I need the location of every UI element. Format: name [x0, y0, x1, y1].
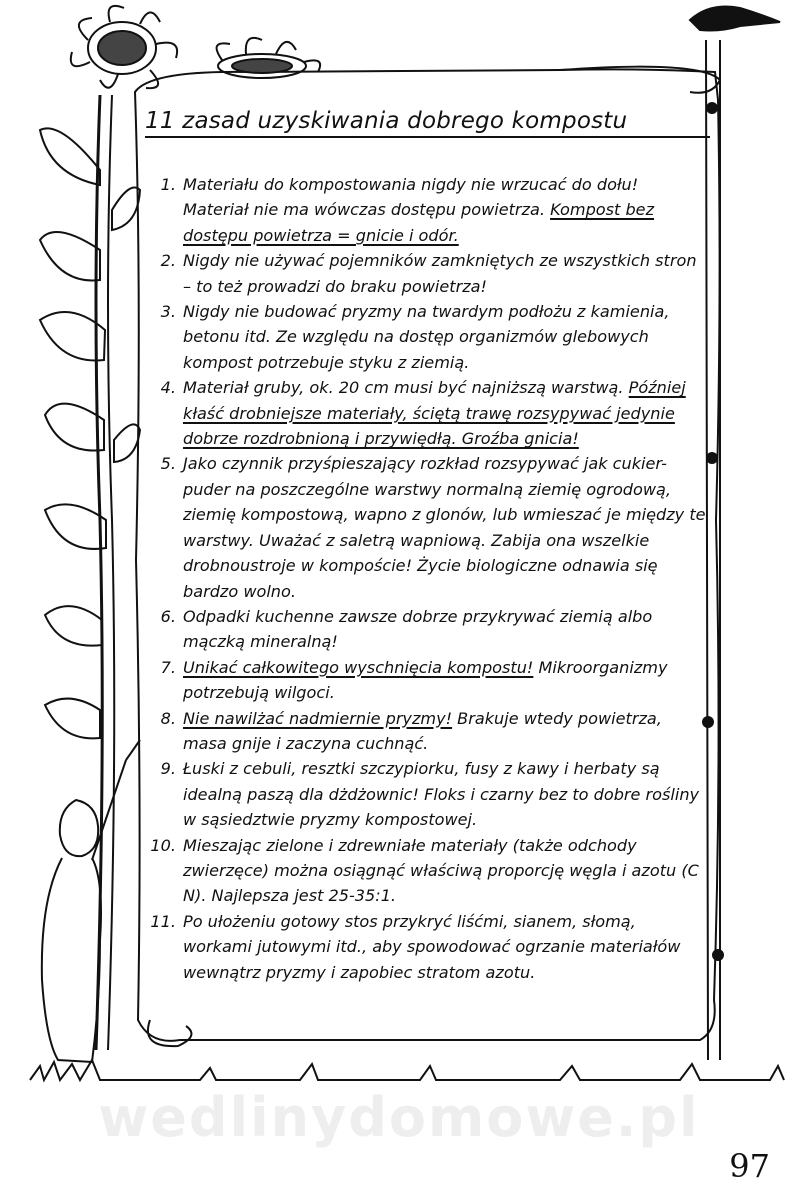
scroll-knot-4 — [713, 950, 723, 960]
rule-text — [183, 248, 708, 299]
rule-text — [183, 833, 708, 909]
rule-text — [183, 909, 708, 985]
leaf-2 — [40, 232, 100, 281]
scroll-curl-top — [560, 67, 720, 93]
rule-number: 9. — [160, 759, 176, 779]
rule-text-underlined: Kompost bez dostępu powietrza = gnicie i odór. — [183, 200, 655, 245]
rule-text-part: Nigdy nie używać pojemników zamkniętych ze wszystkich stron – to też prowadzi do braku powietrza! — [183, 251, 697, 296]
leaf-9 — [114, 424, 140, 462]
watermark: wedlinydomowe.pl — [98, 1086, 700, 1149]
leaf-8 — [112, 188, 140, 231]
rule-number: 6. — [160, 606, 176, 626]
rule-text-part: Odpadki kuchenne zawsze dobrze przykrywać ziemią albo mączką mineralną! — [183, 606, 653, 652]
leaf-1 — [40, 128, 100, 185]
page-number: 97 — [729, 1147, 770, 1185]
scroll-curl-bottom — [148, 1020, 192, 1046]
rule-number: 7. — [160, 657, 176, 677]
bird — [690, 7, 780, 31]
rule-text-part: Materiał gruby, ok. 20 cm musi być najniższą warstwą. — [183, 378, 629, 398]
leaf-4 — [45, 404, 104, 451]
rule-item — [148, 655, 708, 706]
person-figure — [42, 740, 140, 1062]
rule-text-part: Mikroorganizmy potrzebują wilgoci. — [183, 657, 668, 703]
rule-number: 1. — [160, 175, 176, 194]
leaf-7 — [45, 699, 100, 739]
page-title: 11 zasad uzyskiwania dobrego kompostu — [145, 108, 710, 138]
rule-text-part: Nigdy nie budować pryzmy na twardym podłożu z kamienia, betonu itd. Ze względu na dostęp organizmów glebowych kompost potrzebuje styku z ziemią. — [183, 302, 670, 372]
rule-number: 11. — [150, 911, 176, 931]
rule-text-underlined: Unikać całkowitego wyschnięcia kompostu! — [183, 657, 534, 677]
rule-text — [183, 172, 708, 248]
rule-number: 4. — [160, 378, 176, 398]
rule-number: 5. — [160, 454, 176, 474]
rule-text — [183, 604, 708, 655]
rule-item — [148, 248, 708, 299]
rule-item — [148, 451, 708, 603]
rule-text — [183, 451, 708, 603]
rule-text-underlined: Później kłaść drobniejsze materiały, ściętą trawę rozsypywać jedynie dobrze rozdrobnioną i przywiędłą. Groźba gnicia! — [183, 378, 686, 449]
rule-text — [183, 655, 708, 706]
rule-text — [183, 375, 708, 451]
leaf-6 — [45, 606, 102, 646]
rule-item — [148, 375, 708, 451]
rule-number: 8. — [160, 708, 176, 728]
rule-text-part: Po ułożeniu gotowy stos przykryć liśćmi, sianem, słomą, workami jutowymi itd., aby spowodować ogrzanie materiałów wewnątrz pryzmy i zapobiec stratom azotu. — [183, 911, 681, 982]
rule-item — [148, 172, 708, 248]
post — [706, 40, 720, 1060]
rule-item — [148, 833, 708, 909]
rule-text — [183, 706, 708, 757]
rule-text-underlined: Nie nawilżać nadmiernie pryzmy! — [183, 708, 453, 728]
rule-item — [148, 299, 708, 375]
rule-text-part: Brakuje wtedy powietrza, masa gnije i zaczyna cuchnąć. — [183, 708, 662, 753]
rule-item — [148, 706, 708, 757]
leaf-5 — [45, 504, 106, 549]
rule-text-part: Materiału do kompostowania nigdy nie wrzucać do dołu! Materiał nie ma wówczas dostępu powietrza. — [183, 175, 639, 220]
rule-text — [183, 756, 708, 832]
rule-text-part: Mieszając zielone i zdrewniałe materiały (także odchody zwierzęce) można osiągnąć właściwą proporcję węgla i azotu (C N). Najlepsza jest 25-35:1. — [183, 835, 699, 906]
rule-number: 3. — [160, 302, 176, 322]
scroll-knot-2 — [707, 453, 717, 463]
rules-list — [148, 172, 708, 985]
rule-text — [183, 299, 708, 375]
rule-text-part: Jako czynnik przyśpieszający rozkład rozsypywać jak cukier-puder na poszczególne warstwy normalną ziemię ogrodową, ziemię kompostową, wapno z glonów, lub wmieszać je między te warstwy. Uważać z saletrą wapniową. Zabija ona wszelkie drobnoustroje w kompoście! Życie biologiczne odnawia się bardzo wolno. — [183, 454, 706, 601]
rule-number: 2. — [160, 251, 176, 271]
rule-number: 10. — [150, 835, 176, 855]
rule-item — [148, 756, 708, 832]
rule-item — [148, 909, 708, 985]
rule-item — [148, 604, 708, 655]
grass — [30, 1060, 784, 1080]
rule-text-part: Łuski z cebuli, resztki szczypiorku, fusy z kawy i herbaty są idealną paszą dla dżdżownic! Floks i czarny bez to dobre rośliny w sąsiedztwie pryzmy kompostowej. — [183, 759, 700, 830]
